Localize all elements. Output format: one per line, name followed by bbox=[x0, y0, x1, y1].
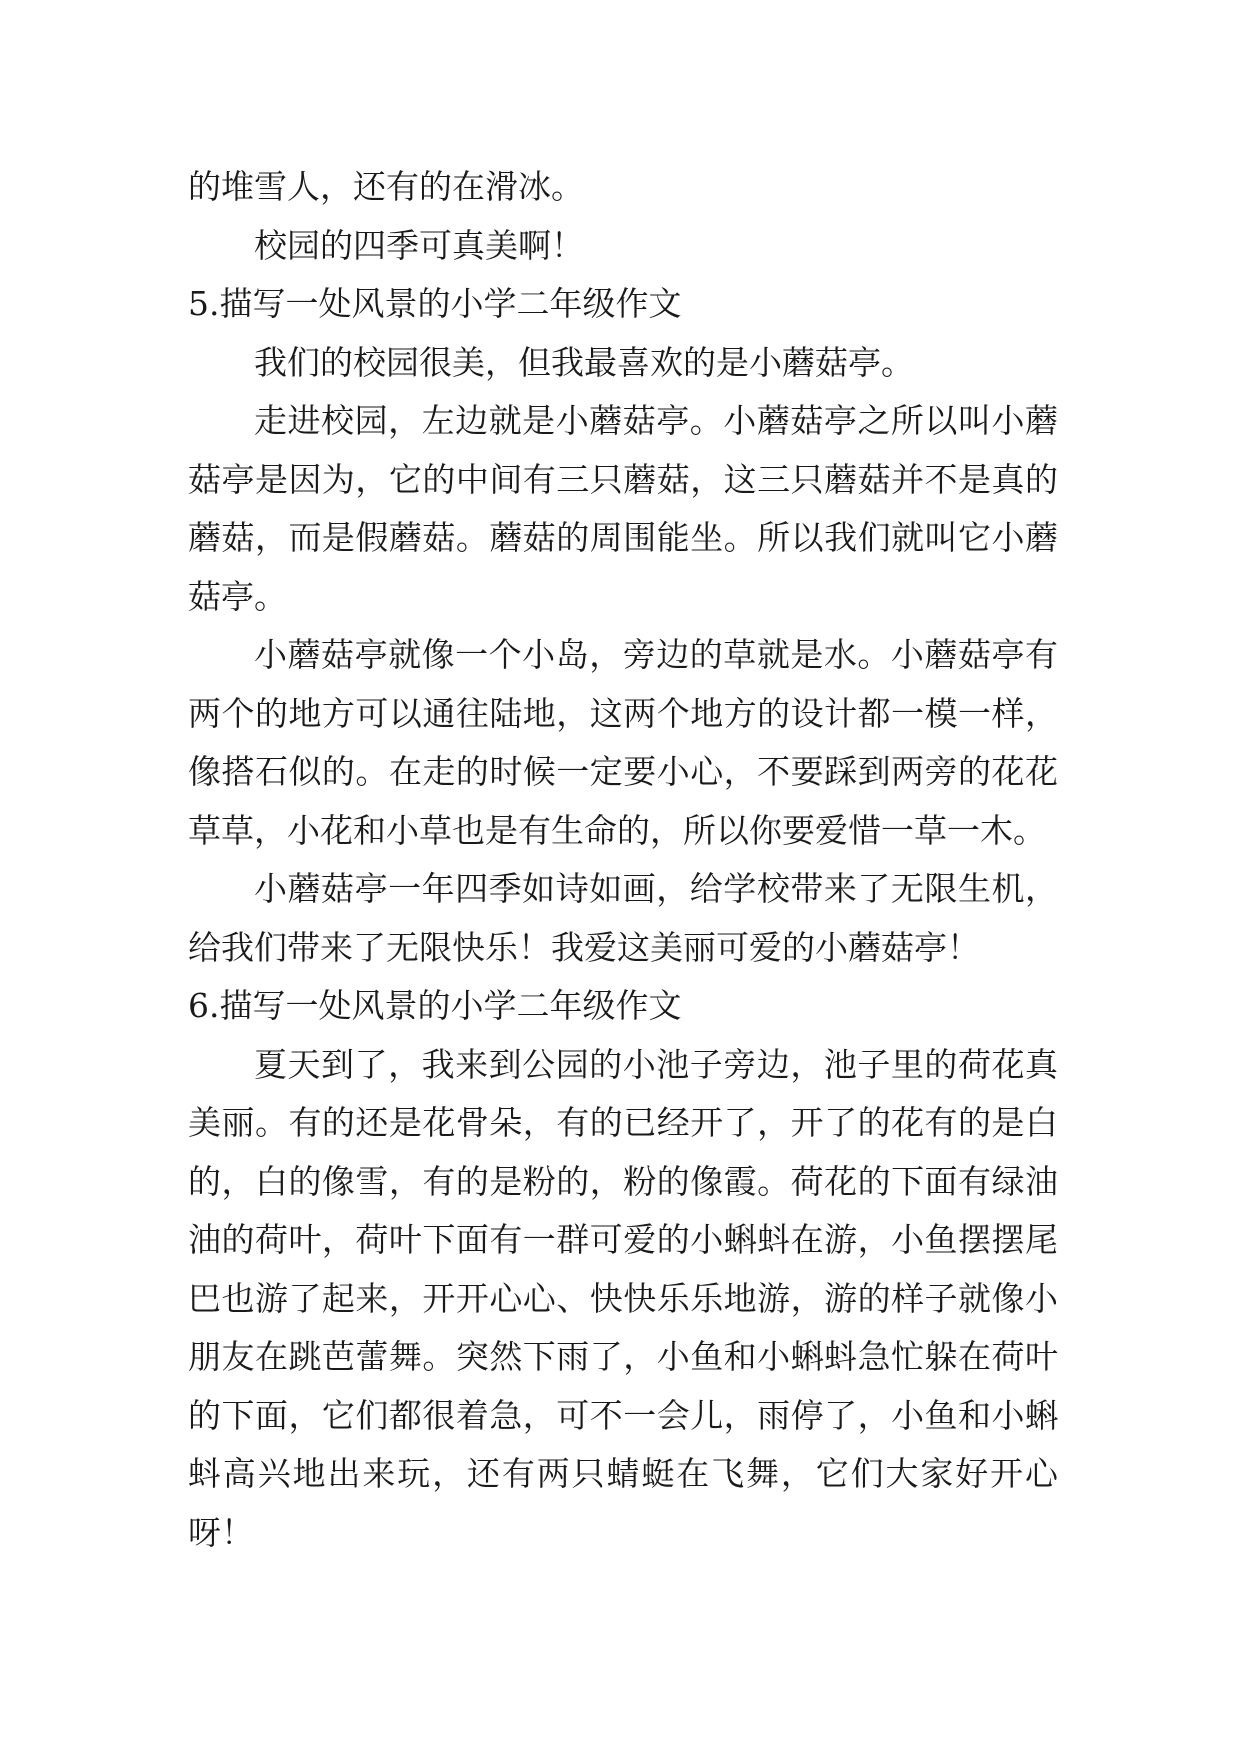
paragraph: 夏天到了，我来到公园的小池子旁边，池子里的荷花真美丽。有的还是花骨朵，有的已经开了，开了的花有的是白的，白的像雪，有的是粉的，粉的像霞。荷花的下面有绿油油的荷叶，荷叶下面有一群可爱的小蝌蚪在游，小鱼摆摆尾巴也游了起来，开开心心、快快乐乐地游，游的样子就像小朋友在跳芭蕾舞。突然下雨了，小鱼和小蝌蚪急忙躲在荷叶的下面，它们都很着急，可不一会儿，雨停了，小鱼和小蝌蚪高兴地出来玩，还有两只蜻蜓在飞舞，它们大家好开心呀！ bbox=[188, 1044, 1058, 1552]
paragraph: 小蘑菇亭一年四季如诗如画，给学校带来了无限生机，给我们带来了无限快乐！我爱这美丽可爱的小蘑菇亭！ bbox=[188, 869, 1058, 967]
section-heading: 6.描写一处风景的小学二年级作文 bbox=[188, 986, 682, 1025]
section-heading: 5.描写一处风景的小学二年级作文 bbox=[188, 284, 682, 323]
continued-paragraph: 的堆雪人，还有的在滑冰。 bbox=[188, 167, 584, 206]
paragraph: 走进校园，左边就是小蘑菇亭。小蘑菇亭之所以叫小蘑菇亭是因为，它的中间有三只蘑菇，这三只蘑菇并不是真的蘑菇，而是假蘑菇。蘑菇的周围能坐。所以我们就叫它小蘑菇亭。 bbox=[188, 401, 1058, 616]
paragraph: 我们的校园很美，但我最喜欢的是小蘑菇亭。 bbox=[254, 342, 914, 382]
paragraph: 小蘑菇亭就像一个小岛，旁边的草就是水。小蘑菇亭有两个的地方可以通往陆地，这两个地方的设计都一模一样，像搭石似的。在走的时候一定要小心，不要踩到两旁的花花草草，小花和小草也是有生命的，所以你要爱惜一草一木。 bbox=[188, 635, 1058, 850]
paragraph: 校园的四季可真美啊！ bbox=[254, 225, 584, 265]
document-body bbox=[188, 158, 1058, 1562]
